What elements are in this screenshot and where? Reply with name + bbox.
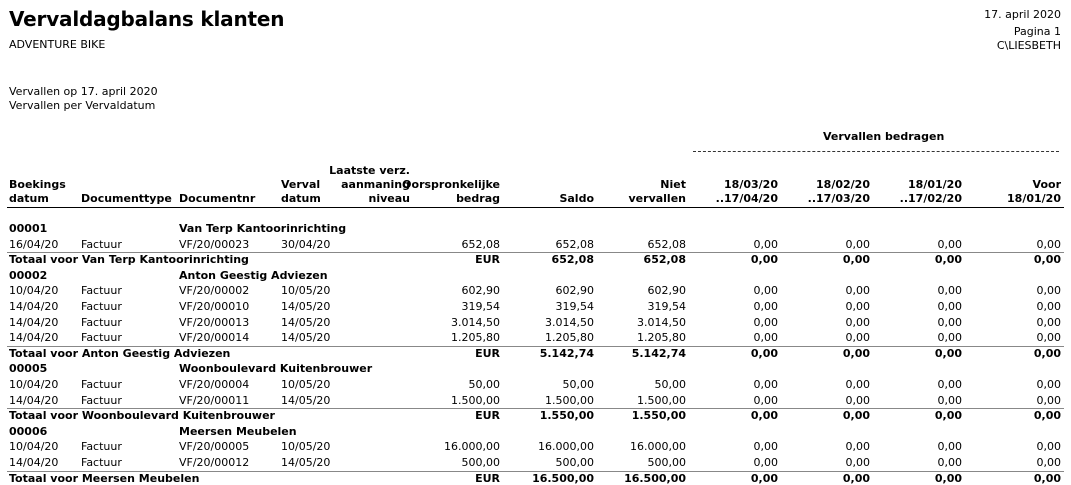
entry-orig: 602,90 bbox=[461, 284, 500, 298]
entry-p3: 0,00 bbox=[937, 331, 962, 345]
col-header-due-date: Verval datum bbox=[281, 178, 321, 205]
entry-date: 14/04/20 bbox=[9, 315, 59, 329]
entry-niet: 652,08 bbox=[647, 237, 686, 251]
entry-p3: 0,00 bbox=[937, 378, 962, 391]
entry-p1: 0,00 bbox=[753, 378, 778, 391]
entry-type: Factuur bbox=[81, 284, 122, 298]
entry-p1: 0,00 bbox=[753, 456, 778, 469]
entry-type: Factuur bbox=[81, 237, 122, 251]
entry-voor: 0,00 bbox=[1036, 393, 1061, 407]
group-title-divider bbox=[693, 151, 1059, 152]
entry-date: 10/04/20 bbox=[9, 378, 59, 391]
col-header-document-type: Documenttype bbox=[81, 192, 172, 205]
entry-due: 10/05/20 bbox=[281, 284, 331, 298]
total-saldo: 16.500,00 bbox=[532, 471, 594, 485]
entry-p2: 0,00 bbox=[845, 315, 870, 329]
entry-niet: 50,00 bbox=[654, 378, 686, 391]
entry-p1: 0,00 bbox=[753, 440, 778, 454]
entry-due: 14/05/20 bbox=[281, 331, 331, 345]
entry-saldo: 1.205,80 bbox=[545, 331, 594, 345]
customer-total-label: Totaal voor Anton Geestig Adviezen bbox=[9, 346, 231, 360]
customer-number: 00005 bbox=[9, 362, 48, 376]
total-p2: 0,00 bbox=[842, 253, 870, 267]
entry-due: 14/05/20 bbox=[281, 300, 331, 313]
entry-niet: 319,54 bbox=[647, 300, 686, 313]
total-voor: 0,00 bbox=[1033, 253, 1061, 267]
entry-orig: 500,00 bbox=[461, 456, 500, 469]
total-voor: 0,00 bbox=[1033, 471, 1061, 485]
customer-total-label: Totaal voor Meersen Meubelen bbox=[9, 471, 200, 485]
entry-p2: 0,00 bbox=[845, 440, 870, 454]
entry-p3: 0,00 bbox=[937, 440, 962, 454]
entry-saldo: 50,00 bbox=[562, 378, 594, 391]
group-title-overdue: Vervallen bedragen bbox=[823, 130, 945, 143]
total-niet: 16.500,00 bbox=[624, 471, 686, 485]
entry-p2: 0,00 bbox=[845, 378, 870, 391]
entry-saldo: 3.014,50 bbox=[545, 315, 594, 329]
total-voor: 0,00 bbox=[1033, 409, 1061, 423]
total-currency: EUR bbox=[475, 346, 500, 360]
entry-saldo: 319,54 bbox=[555, 300, 594, 313]
entry-doc: VF/20/00005 bbox=[179, 440, 250, 454]
entry-p3: 0,00 bbox=[937, 237, 962, 251]
total-saldo: 5.142,74 bbox=[539, 346, 594, 360]
total-currency: EUR bbox=[475, 409, 500, 423]
total-p1: 0,00 bbox=[750, 471, 778, 485]
entry-doc: VF/20/00012 bbox=[179, 456, 250, 469]
customer-number: 00006 bbox=[9, 424, 48, 438]
entry-date: 14/04/20 bbox=[9, 393, 59, 407]
entry-p2: 0,00 bbox=[845, 300, 870, 313]
customer-name: Meersen Meubelen bbox=[179, 424, 297, 438]
entry-doc: VF/20/00010 bbox=[179, 300, 250, 313]
total-saldo: 1.550,00 bbox=[539, 409, 594, 423]
page-number: Pagina 1 bbox=[1013, 25, 1061, 38]
entry-due: 14/05/20 bbox=[281, 315, 331, 329]
total-p2: 0,00 bbox=[842, 471, 870, 485]
total-p3: 0,00 bbox=[934, 471, 962, 485]
total-p2: 0,00 bbox=[842, 409, 870, 423]
entry-niet: 1.205,80 bbox=[637, 331, 686, 345]
customer-number: 00001 bbox=[9, 222, 48, 235]
entry-due: 10/05/20 bbox=[281, 378, 331, 391]
entry-p3: 0,00 bbox=[937, 300, 962, 313]
entry-orig: 652,08 bbox=[461, 237, 500, 251]
total-niet: 652,08 bbox=[643, 253, 686, 267]
entry-orig: 3.014,50 bbox=[451, 315, 500, 329]
entry-p2: 0,00 bbox=[845, 331, 870, 345]
total-p1: 0,00 bbox=[750, 409, 778, 423]
customer-total-label: Totaal voor Woonboulevard Kuitenbrouwer bbox=[9, 409, 275, 423]
entry-type: Factuur bbox=[81, 300, 122, 313]
entry-due: 14/05/20 bbox=[281, 393, 331, 407]
entry-p1: 0,00 bbox=[753, 393, 778, 407]
total-voor: 0,00 bbox=[1033, 346, 1061, 360]
entry-voor: 0,00 bbox=[1036, 315, 1061, 329]
entry-saldo: 602,90 bbox=[555, 284, 594, 298]
entry-date: 10/04/20 bbox=[9, 284, 59, 298]
entry-niet: 1.500,00 bbox=[637, 393, 686, 407]
entry-saldo: 500,00 bbox=[555, 456, 594, 469]
filter-due-per: Vervallen per Vervaldatum bbox=[9, 99, 156, 112]
entry-p2: 0,00 bbox=[845, 393, 870, 407]
customer-name: Anton Geestig Adviezen bbox=[179, 268, 328, 282]
entry-date: 14/04/20 bbox=[9, 300, 59, 313]
col-header-original-amount: Oorspronkelijke bedrag bbox=[402, 178, 500, 205]
entry-niet: 3.014,50 bbox=[637, 315, 686, 329]
entry-voor: 0,00 bbox=[1036, 456, 1061, 469]
total-p2: 0,00 bbox=[842, 346, 870, 360]
entry-doc: VF/20/00023 bbox=[179, 237, 250, 251]
entry-niet: 500,00 bbox=[647, 456, 686, 469]
entry-p1: 0,00 bbox=[753, 300, 778, 313]
entry-niet: 16.000,00 bbox=[630, 440, 686, 454]
total-p1: 0,00 bbox=[750, 253, 778, 267]
entry-orig: 1.500,00 bbox=[451, 393, 500, 407]
customer-total-label: Totaal voor Van Terp Kantoorinrichting bbox=[9, 253, 249, 267]
header-rule bbox=[7, 207, 1064, 208]
entry-type: Factuur bbox=[81, 331, 122, 345]
entry-voor: 0,00 bbox=[1036, 284, 1061, 298]
total-currency: EUR bbox=[475, 253, 500, 267]
entry-p2: 0,00 bbox=[845, 237, 870, 251]
entry-saldo: 1.500,00 bbox=[545, 393, 594, 407]
customer-name: Woonboulevard Kuitenbrouwer bbox=[179, 362, 373, 376]
entry-orig: 50,00 bbox=[468, 378, 500, 391]
company-name: ADVENTURE BIKE bbox=[9, 38, 106, 51]
entry-voor: 0,00 bbox=[1036, 237, 1061, 251]
entry-date: 14/04/20 bbox=[9, 331, 59, 345]
entry-p1: 0,00 bbox=[753, 284, 778, 298]
entry-p1: 0,00 bbox=[753, 237, 778, 251]
entry-voor: 0,00 bbox=[1036, 378, 1061, 391]
total-p1: 0,00 bbox=[750, 346, 778, 360]
entry-voor: 0,00 bbox=[1036, 331, 1061, 345]
total-p3: 0,00 bbox=[934, 346, 962, 360]
entry-doc: VF/20/00011 bbox=[179, 393, 250, 407]
entry-orig: 1.205,80 bbox=[451, 331, 500, 345]
entry-saldo: 652,08 bbox=[555, 237, 594, 251]
entry-p1: 0,00 bbox=[753, 331, 778, 345]
entry-type: Factuur bbox=[81, 378, 122, 391]
entry-type: Factuur bbox=[81, 440, 122, 454]
entry-p3: 0,00 bbox=[937, 315, 962, 329]
entry-p3: 0,00 bbox=[937, 393, 962, 407]
entry-orig: 319,54 bbox=[461, 300, 500, 313]
total-currency: EUR bbox=[475, 471, 500, 485]
customer-name: Van Terp Kantoorinrichting bbox=[179, 222, 347, 235]
user-name: C\LIESBETH bbox=[996, 39, 1061, 52]
report-title: Vervaldagbalans klanten bbox=[9, 7, 285, 31]
entry-due: 30/04/20 bbox=[281, 237, 331, 251]
entry-doc: VF/20/00014 bbox=[179, 331, 250, 345]
entry-niet: 602,90 bbox=[647, 284, 686, 298]
entry-p3: 0,00 bbox=[937, 284, 962, 298]
entry-type: Factuur bbox=[81, 456, 122, 469]
entry-due: 14/05/20 bbox=[281, 456, 331, 469]
total-niet: 5.142,74 bbox=[631, 346, 686, 360]
entry-voor: 0,00 bbox=[1036, 440, 1061, 454]
col-header-period-3: 18/01/20 ..17/02/20 bbox=[899, 178, 962, 205]
total-niet: 1.550,00 bbox=[631, 409, 686, 423]
entry-date: 10/04/20 bbox=[9, 440, 59, 454]
filter-due-date: Vervallen op 17. april 2020 bbox=[9, 85, 158, 98]
entry-doc: VF/20/00002 bbox=[179, 284, 250, 298]
entry-p2: 0,00 bbox=[845, 456, 870, 469]
total-p3: 0,00 bbox=[934, 409, 962, 423]
entry-type: Factuur bbox=[81, 315, 122, 329]
entry-p3: 0,00 bbox=[937, 456, 962, 469]
entry-p2: 0,00 bbox=[845, 284, 870, 298]
customer-number: 00002 bbox=[9, 268, 48, 282]
col-header-period-1: 18/03/20 ..17/04/20 bbox=[715, 178, 778, 205]
total-p3: 0,00 bbox=[934, 253, 962, 267]
report-date: 17. april 2020 bbox=[984, 8, 1061, 21]
col-header-before: Voor 18/01/20 bbox=[1007, 178, 1061, 205]
entry-due: 10/05/20 bbox=[281, 440, 331, 454]
entry-type: Factuur bbox=[81, 393, 122, 407]
col-header-posting-date: Boekings datum bbox=[9, 178, 66, 205]
col-header-period-2: 18/02/20 ..17/03/20 bbox=[807, 178, 870, 205]
entry-p1: 0,00 bbox=[753, 315, 778, 329]
entry-orig: 16.000,00 bbox=[444, 440, 500, 454]
entry-date: 16/04/20 bbox=[9, 237, 59, 251]
col-header-balance: Saldo bbox=[559, 192, 594, 205]
col-header-not-due: Niet vervallen bbox=[628, 178, 686, 205]
col-header-reminder-level: Laatste verz. aanmaning niveau bbox=[329, 164, 410, 205]
total-saldo: 652,08 bbox=[551, 253, 594, 267]
col-header-document-no: Documentnr bbox=[179, 192, 256, 205]
entry-voor: 0,00 bbox=[1036, 300, 1061, 313]
entry-doc: VF/20/00013 bbox=[179, 315, 250, 329]
entry-saldo: 16.000,00 bbox=[538, 440, 594, 454]
entry-date: 14/04/20 bbox=[9, 456, 59, 469]
entry-doc: VF/20/00004 bbox=[179, 378, 250, 391]
